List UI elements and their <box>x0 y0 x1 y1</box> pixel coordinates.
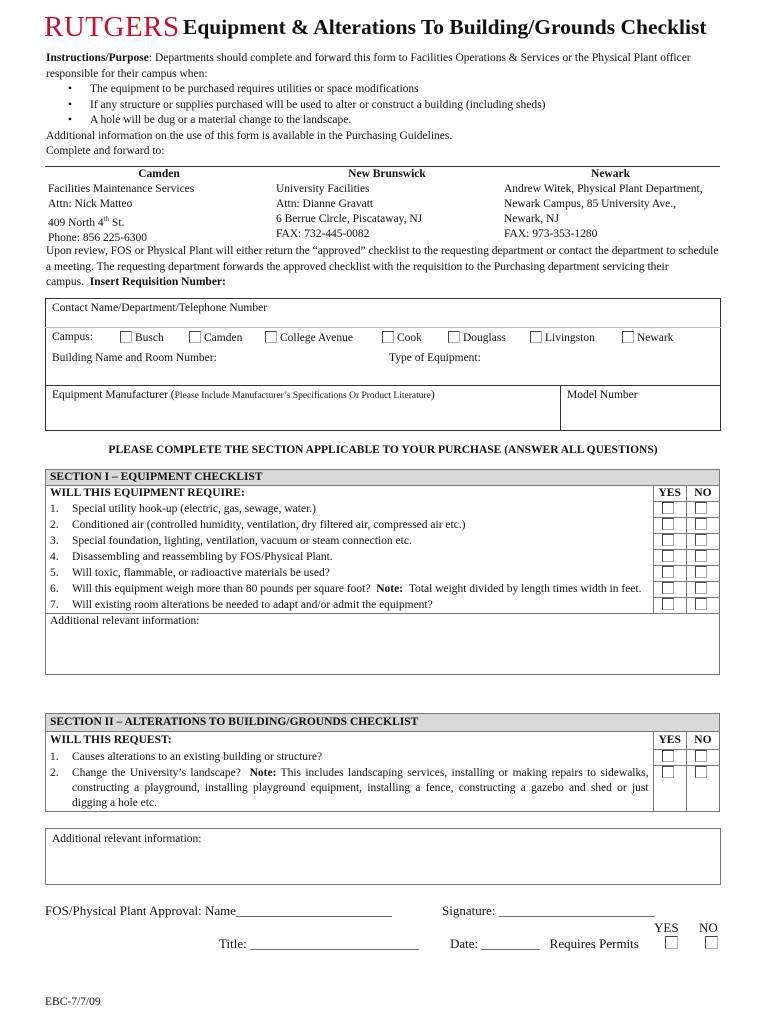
purpose-label: Instructions/Purpose <box>46 52 149 64</box>
permits-no-checkbox[interactable] <box>705 936 718 949</box>
manufacturer-label-text: Equipment Manufacturer ( <box>52 389 175 401</box>
checkbox[interactable] <box>622 331 634 343</box>
equipment-type-label: Type of Equipment: <box>389 352 481 364</box>
camden-line: Attn: Nick Matteo <box>48 198 133 210</box>
section-1-title: SECTION I – EQUIPMENT CHECKLIST <box>46 470 720 486</box>
building-label: Building Name and Room Number: <box>52 352 217 364</box>
question-text: Causes alterations to an existing building or structure? <box>72 750 323 763</box>
complete-forward-text: Complete and forward to: <box>46 145 165 157</box>
table-row <box>46 566 720 582</box>
table-row <box>46 582 720 598</box>
question-number: 5. <box>50 566 59 579</box>
table-row <box>46 502 720 518</box>
question-number: 2. <box>50 518 59 531</box>
checkbox[interactable] <box>530 331 542 343</box>
campus-option-label: Douglass <box>463 332 506 344</box>
review-text: Upon review, FOS or Physical Plant will either return the “approved” checklist to the requesting department or contact the department to schedule a meeting. The requesting department forwards the approved checklist with the requisition to the Purchasing department servicing their campus. <box>46 245 719 288</box>
note-label: Note: <box>376 582 404 595</box>
yes-cell[interactable] <box>653 750 686 766</box>
note-text: This includes landscaping services, installing or making repairs to sidewalks, constructing a playground, installing playground equipment, installing a fence, constructing a gazebo and shed or just digging a hole etc. <box>72 766 649 809</box>
new-brunswick-address <box>273 182 501 246</box>
manufacturer-close: ) <box>430 389 435 401</box>
no-checkbox[interactable] <box>695 582 707 594</box>
purpose-text: : Departments should complete and forward this form to Facilities Operations & Services or the Physical Plant officer responsible for their campus when: <box>46 52 691 80</box>
yes-cell[interactable] <box>653 534 686 550</box>
bullet-item: • If any structure or supplies purchased will be used to alter or construct a building (including sheds) <box>46 98 726 114</box>
table-row <box>46 598 720 614</box>
camden-street-sup: th <box>103 215 110 223</box>
title-label: Title: <box>219 936 250 951</box>
date-line[interactable]: _________ <box>481 936 540 951</box>
yes-cell[interactable] <box>653 582 686 598</box>
purpose-paragraph <box>46 51 726 82</box>
permits-yes-checkbox[interactable] <box>665 936 678 949</box>
camden-street-suffix: St. <box>109 216 125 229</box>
note-label: Note: <box>249 766 277 779</box>
no-checkbox[interactable] <box>695 534 707 546</box>
yes-checkbox[interactable] <box>662 518 674 530</box>
question-number: 1. <box>50 502 59 515</box>
no-cell[interactable] <box>686 550 719 566</box>
section-2-title: SECTION II – ALTERATIONS TO BUILDING/GROUNDS CHECKLIST <box>46 714 720 732</box>
camden-line: Facilities Maintenance Services <box>48 183 195 195</box>
camden-address <box>45 182 273 246</box>
signature-label: Signature: <box>442 903 499 918</box>
no-checkbox[interactable] <box>695 750 707 762</box>
campus-option-label: Busch <box>135 332 164 344</box>
forward-to-table <box>45 166 720 246</box>
question-number: 1. <box>50 750 59 763</box>
signature <box>442 902 655 919</box>
signature-line[interactable]: ________________________ <box>498 903 655 918</box>
form-id: EBC-7/7/09 <box>45 996 101 1008</box>
section-2-subtitle: WILL THIS REQUEST: <box>46 732 654 750</box>
nb-line: 6 Berrue Circle, Piscataway, NJ <box>276 213 423 225</box>
question-number: 7. <box>50 598 59 611</box>
no-cell[interactable] <box>686 566 719 582</box>
table-row <box>46 550 720 566</box>
new-brunswick-heading: New Brunswick <box>348 168 426 180</box>
checkbox[interactable] <box>382 331 394 343</box>
no-label: NO <box>699 920 718 935</box>
date-field <box>450 935 639 952</box>
no-cell[interactable] <box>686 766 719 812</box>
yes-checkbox[interactable] <box>662 598 674 610</box>
model-number-label: Model Number <box>567 389 638 401</box>
yes-cell[interactable] <box>653 766 686 812</box>
no-cell[interactable] <box>686 534 719 550</box>
campus-option-busch[interactable] <box>120 331 164 344</box>
question-text: Special utility hook-up (electric, gas, sewage, water.) <box>72 502 316 515</box>
approval-name-line[interactable]: ________________________ <box>236 903 393 918</box>
additional-info-text: Additional information on the use of this form is available in the Purchasing Guidelines. <box>46 129 453 142</box>
newark-heading: Newark <box>591 168 630 180</box>
no-cell[interactable] <box>686 502 719 518</box>
divider <box>45 327 721 328</box>
no-checkbox[interactable] <box>695 502 707 514</box>
campus-option-label: Cook <box>397 332 422 344</box>
table-row <box>46 518 720 534</box>
camden-street-number: 409 North 4 <box>48 216 104 229</box>
yes-checkbox[interactable] <box>662 550 674 562</box>
camden-heading: Camden <box>138 168 180 180</box>
page-title: Equipment & Alterations To Building/Grounds Checklist <box>183 15 707 39</box>
question-text: Will toxic, flammable, or radioactive materials be used? <box>72 566 330 579</box>
no-checkbox[interactable] <box>695 598 707 610</box>
bullet-item: • The equipment to be purchased requires utilities or space modifications <box>46 82 726 98</box>
campus-label: Campus: <box>52 331 93 343</box>
newark-address <box>501 182 720 246</box>
no-checkbox[interactable] <box>695 550 707 562</box>
camden-line <box>48 212 270 231</box>
question-text: Disassembling and reassembling by FOS/Physical Plant. <box>72 550 333 563</box>
no-cell[interactable] <box>686 750 719 766</box>
section-2-table <box>45 713 720 812</box>
newark-line: Andrew Witek, Physical Plant Department, <box>504 183 703 195</box>
question-number: 4. <box>50 550 59 563</box>
review-paragraph <box>46 244 726 291</box>
question-number: 3. <box>50 534 59 547</box>
note-text: Total weight divided by length times width in feet. <box>408 582 642 595</box>
campus-option-college-avenue[interactable] <box>265 331 353 344</box>
yes-cell[interactable] <box>653 518 686 534</box>
question-text: Conditioned air (controlled humidity, ventilation, dry filtered air, compressed air etc.) <box>72 518 466 531</box>
table-row <box>46 766 720 812</box>
approval-name <box>45 902 392 919</box>
checkbox[interactable] <box>120 331 132 343</box>
question-text: Will existing room alterations be needed to adapt and/or admit the equipment? <box>72 598 433 611</box>
additional-info-label: Additional relevant information: <box>50 615 200 627</box>
table-row <box>46 534 720 550</box>
rutgers-logo: RUTGERS <box>44 11 180 43</box>
nb-line: FAX: 732-445-0082 <box>276 228 370 240</box>
no-header: NO <box>686 486 719 502</box>
yes-cell[interactable] <box>653 502 686 518</box>
campus-row <box>52 331 722 347</box>
nb-line: University Facilities <box>276 183 370 195</box>
instructions <box>46 51 726 160</box>
campus-option-camden[interactable] <box>189 331 242 344</box>
requires-permits-label: Requires Permits <box>549 936 639 951</box>
bullet-item: • A hole will be dug or a material change to the landscape. <box>46 113 726 129</box>
approval-label: FOS/Physical Plant Approval: Name <box>45 903 237 918</box>
campus-option-label: Camden <box>204 332 243 344</box>
contact-label: Contact Name/Department/Telephone Number <box>52 302 268 314</box>
title-field <box>219 935 419 952</box>
purpose-bullets <box>46 82 726 129</box>
yes-checkbox[interactable] <box>662 750 674 762</box>
no-checkbox[interactable] <box>695 518 707 530</box>
campus-option-label: Newark <box>637 332 674 344</box>
yes-cell[interactable] <box>653 598 686 614</box>
section-1-subtitle: WILL THIS EQUIPMENT REQUIRE: <box>46 486 654 502</box>
question-number: 6. <box>50 582 59 595</box>
question-text: Change the University’s landscape? <box>72 766 241 779</box>
yes-header: YES <box>653 732 686 750</box>
question-2 <box>50 766 649 811</box>
newark-line: Newark Campus, 85 University Ave., <box>504 198 676 210</box>
yes-label: YES <box>654 920 679 935</box>
title-line[interactable]: __________________________ <box>249 936 419 951</box>
no-header: NO <box>686 732 719 750</box>
yes-checkbox[interactable] <box>662 766 674 778</box>
yes-cell[interactable] <box>653 566 686 582</box>
yes-cell[interactable] <box>653 550 686 566</box>
section-1-table <box>45 469 720 675</box>
checkbox[interactable] <box>265 331 277 343</box>
additional-info-field[interactable] <box>46 614 720 675</box>
campus-option-livingston[interactable] <box>530 331 595 344</box>
campus-option-label: Livingston <box>545 332 595 344</box>
newark-line: FAX: 973-353-1280 <box>504 228 598 240</box>
campus-option-cook[interactable] <box>382 331 422 344</box>
no-cell[interactable] <box>686 518 719 534</box>
question-6 <box>50 582 649 597</box>
question-number: 2. <box>50 766 59 779</box>
yes-checkbox[interactable] <box>662 566 674 578</box>
no-cell[interactable] <box>686 582 719 598</box>
yes-checkbox[interactable] <box>662 534 674 546</box>
campus-option-newark[interactable] <box>622 331 673 344</box>
question-text: Special foundation, lighting, ventilation, vacuum or steam connection etc. <box>72 534 412 547</box>
camden-line: Phone: 856 225-6300 <box>48 231 148 244</box>
yes-header: YES <box>653 486 686 502</box>
yes-checkbox[interactable] <box>662 582 674 594</box>
table-row <box>46 750 720 766</box>
no-checkbox[interactable] <box>695 766 707 778</box>
no-cell[interactable] <box>686 598 719 614</box>
date-label: Date: <box>450 936 482 951</box>
campus-option-label: College Avenue <box>280 332 353 344</box>
manufacturer-label <box>52 388 435 405</box>
please-complete-heading: PLEASE COMPLETE THE SECTION APPLICABLE TO YOUR PURCHASE (ANSWER ALL QUESTIONS) <box>108 444 658 456</box>
campus-option-douglass[interactable] <box>448 331 506 344</box>
divider <box>560 385 561 431</box>
no-checkbox[interactable] <box>695 566 707 578</box>
checkbox[interactable] <box>448 331 460 343</box>
yes-checkbox[interactable] <box>662 502 674 514</box>
nb-line: Attn: Dianne Gravatt <box>276 198 374 210</box>
additional-info-label: Additional relevant information: <box>52 833 202 845</box>
requisition-label: Insert Requisition Number: <box>89 276 226 288</box>
checkbox[interactable] <box>189 331 201 343</box>
question-text: Will this equipment weigh more than 80 pounds per square foot? <box>72 582 371 595</box>
manufacturer-note: Please Include Manufacturer’s Specifications Or Product Literature <box>174 391 431 401</box>
newark-line: Newark, NJ <box>504 213 559 225</box>
